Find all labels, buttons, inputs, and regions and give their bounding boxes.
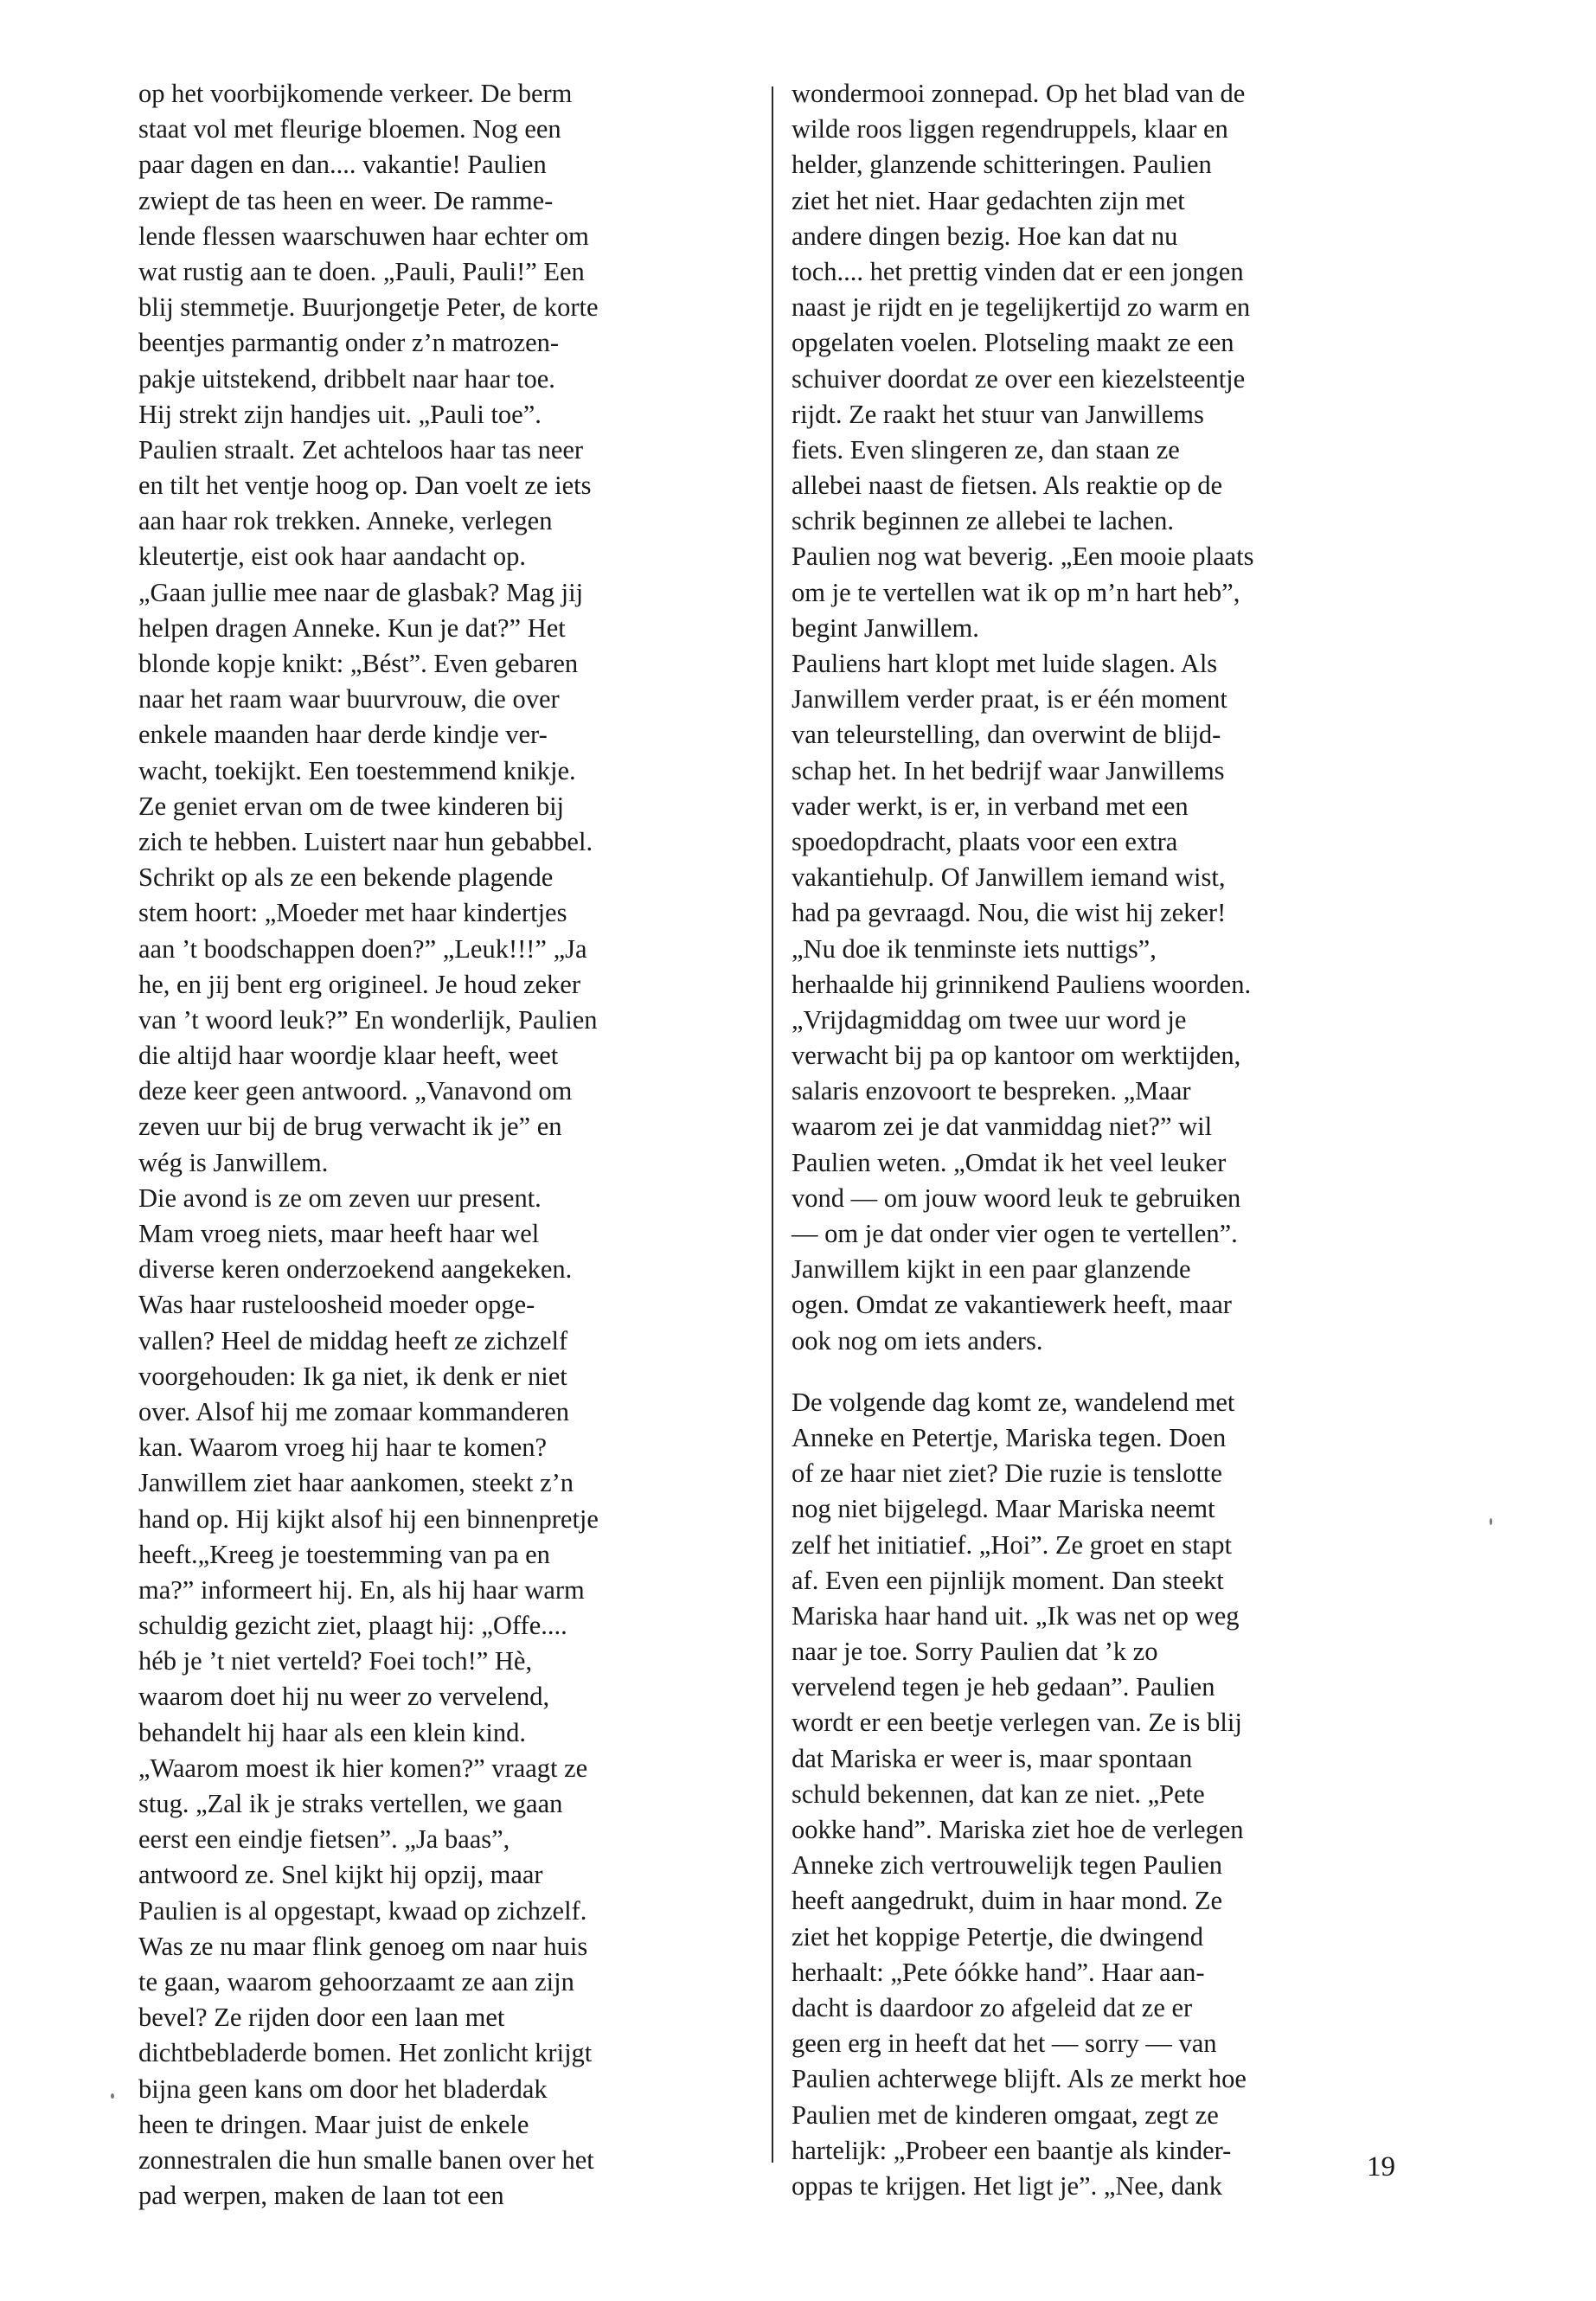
text-line: wilde roos liggen regendruppels, klaar en (792, 114, 1228, 144)
text-line: zonnestralen die hun smalle banen over het (138, 2144, 594, 2175)
text-line: zelf het initiatief. „Hoi”. Ze groet en stapt (792, 1529, 1232, 1560)
text-line: Paulien straalt. Zet achteloos haar tas neer (138, 434, 584, 465)
page-number: 19 (1367, 2151, 1395, 2182)
text-line: voorgehouden: Ik ga niet, ik denk er niet (138, 1361, 567, 1391)
text-line: dacht is daardoor zo afgeleid dat ze er (792, 1992, 1193, 2022)
text-line: heeft aangedrukt, duim in haar mond. Ze (792, 1886, 1222, 1916)
text-line: om je te vertellen wat ik op m’n hart heb”, (792, 577, 1240, 607)
text-line: „Vrijdagmiddag om twee uur word je (792, 1004, 1187, 1035)
text-line: bijna geen kans om door het bladerdak (138, 2073, 548, 2104)
text-line: opgelaten voelen. Plotseling maakt ze een (792, 328, 1234, 358)
text-line: verwacht bij pa op kantoor om werktijden, (792, 1041, 1241, 1071)
text-line: hand op. Hij kijkt alsof hij een binnenpretje (138, 1503, 599, 1534)
text-line: Paulien is al opgestapt, kwaad op zichzelf. (138, 1895, 587, 1926)
text-line: stug. „Zal ik je straks vertellen, we gaan (138, 1789, 563, 1818)
column-divider (772, 87, 773, 2163)
text-line: wacht, toekijkt. Een toestemmend knikje. (138, 755, 576, 785)
text-line: blij stemmetje. Buurjongetje Peter, de korte (138, 292, 599, 323)
text-line: helder, glanzende schitteringen. Paulien (792, 150, 1212, 180)
text-line: Paulien achterwege blijft. Als ze merkt hoe (792, 2064, 1247, 2094)
text-line: Janwillem ziet haar aankomen, steekt z’n (138, 1468, 574, 1498)
right-column (792, 76, 1414, 2204)
text-line: schap het. In het bedrijf waar Janwillems (792, 755, 1225, 785)
text-line: vallen? Heel de middag heeft ze zichzelf (138, 1325, 568, 1356)
text-line: héb je ’t niet verteld? Foei toch!” Hè, (138, 1646, 533, 1676)
text-line: te gaan, waarom gehoorzaamt ze aan zijn (138, 1966, 574, 1997)
paragraph (792, 1385, 1414, 2204)
text-line: Anneke zich vertrouwelijk tegen Paulien (792, 1850, 1222, 1881)
text-line: Paulien met de kinderen omgaat, zegt ze (792, 2099, 1219, 2130)
text-line: Paulien weten. „Omdat ik het veel leuker (792, 1147, 1227, 1177)
text-line: fiets. Even slingeren ze, dan staan ze (792, 434, 1180, 465)
text-line: Pauliens hart klopt met luide slagen. Als (792, 649, 1218, 678)
text-line: stem hoort: „Moeder met haar kindertjes (138, 898, 567, 928)
text-line: Was haar rusteloosheid moeder opge- (138, 1290, 535, 1320)
text-line: pakje uitstekend, dribbelt naar haar toe. (138, 363, 555, 394)
text-line: ookke hand”. Mariska ziet hoe de verlegen (792, 1815, 1244, 1844)
text-line: toch.... het prettig vinden dat er een jongen (792, 256, 1244, 286)
text-line: wat rustig aan te doen. „Pauli, Pauli!” Een (138, 256, 585, 286)
text-line: Hij strekt zijn handjes uit. „Pauli toe”. (138, 399, 542, 429)
text-line: aan ’t boodschappen doen?” „Leuk!!!” „Ja (138, 933, 587, 964)
text-line: naar het raam waar buurvrouw, die over (138, 684, 560, 715)
text-line: Mam vroeg niets, maar heeft haar wel (138, 1219, 540, 1248)
text-line: aan haar rok trekken. Anneke, verlegen (138, 506, 553, 536)
text-line: schrik beginnen ze allebei te lachen. (792, 506, 1175, 536)
text-line: dat Mariska er weer is, maar spontaan (792, 1743, 1193, 1773)
text-line: dichtbebladerde bomen. Het zonlicht krijgt (138, 2038, 593, 2068)
scan-speck (1490, 1518, 1492, 1525)
text-line: helpen dragen Anneke. Kun je dat?” Het (138, 612, 566, 643)
text-line: staat vol met fleurige bloemen. Nog een (138, 114, 561, 144)
text-line: geen erg in heeft dat het — sorry — van (792, 2029, 1217, 2059)
text-line: blonde kopje knikt: „Bést”. Even gebaren (138, 649, 579, 678)
text-line: naar je toe. Sorry Paulien dat ’k zo (792, 1637, 1158, 1667)
text-line: spoedopdracht, plaats voor een extra (792, 826, 1178, 856)
text-line: „Waarom moest ik hier komen?” vraagt ze (138, 1753, 588, 1783)
text-line: naast je rijdt en je tegelijkertijd zo warm en (792, 292, 1251, 323)
text-line: behandelt hij haar als een klein kind. (138, 1717, 527, 1747)
text-line: salaris enzovoort te bespreken. „Maar (792, 1076, 1191, 1106)
text-line: zwiept de tas heen en weer. De ramme- (138, 185, 554, 215)
text-line: ogen. Omdat ze vakantiewerk heeft, maar (792, 1290, 1232, 1320)
text-line: deze keer geen antwoord. „Vanavond om (138, 1076, 573, 1106)
text-line: die altijd haar woordje klaar heeft, weet (138, 1041, 559, 1071)
text-line: Janwillem kijkt in een paar glanzende (792, 1254, 1191, 1285)
text-line: zich te hebben. Luistert naar hun gebabbel. (138, 826, 593, 856)
text-line: ziet het niet. Haar gedachten zijn met (792, 185, 1185, 215)
text-line: oppas te krijgen. Het ligt je”. „Nee, dank (792, 2170, 1222, 2201)
text-line: ma?” informeert hij. En, als hij haar warm (138, 1574, 585, 1605)
text-line: wordt er een beetje verlegen van. Ze is blij (792, 1708, 1242, 1738)
text-line: Die avond is ze om zeven uur present. (138, 1183, 542, 1213)
paragraph (138, 76, 757, 1181)
paragraph-gap (792, 1359, 1414, 1385)
text-line: diverse keren onderzoekend aangekeken. (138, 1254, 573, 1285)
text-line: pad werpen, maken de laan tot een (138, 2181, 504, 2211)
paragraph (792, 646, 1414, 1359)
text-line: wég is Janwillem. (138, 1147, 329, 1177)
text-line: ook nog om iets anders. (792, 1325, 1043, 1356)
text-line: waarom doet hij nu weer zo vervelend, (138, 1682, 550, 1712)
text-line: allebei naast de fietsen. Als reaktie op de (792, 471, 1222, 501)
text-line: hartelijk: „Probeer een baantje als kinder- (792, 2135, 1232, 2165)
text-line: vakantiehulp. Of Janwillem iemand wist, (792, 862, 1226, 893)
text-line: nog niet bijgelegd. Maar Mariska neemt (792, 1494, 1215, 1524)
text-line: rijdt. Ze raakt het stuur van Janwillems (792, 399, 1204, 429)
text-line: van ’t woord leuk?” En wonderlijk, Paulien (138, 1004, 598, 1035)
text-line: vervelend tegen je heb gedaan”. Paulien (792, 1672, 1215, 1702)
text-line: af. Even een pijnlijk moment. Dan steekt (792, 1565, 1224, 1595)
text-line: Janwillem verder praat, is er één moment (792, 684, 1227, 715)
paragraph (138, 1181, 757, 2214)
text-line: „Gaan jullie mee naar de glasbak? Mag jij (138, 577, 584, 607)
left-column (138, 76, 757, 2214)
text-line: vader werkt, is er, in verband met een (792, 791, 1189, 821)
text-line: Mariska haar hand uit. „Ik was net op weg (792, 1600, 1240, 1631)
text-line: Schrikt op als ze een bekende plagende (138, 862, 554, 893)
text-line: Anneke en Petertje, Mariska tegen. Doen (792, 1422, 1227, 1452)
text-line: heeft.„Kreeg je toestemming van pa en (138, 1539, 550, 1569)
text-line: wondermooi zonnepad. Op het blad van de (792, 79, 1246, 108)
paragraph (792, 76, 1414, 646)
text-line: lende flessen waarschuwen haar echter om (138, 221, 589, 251)
text-line: eerst een eindje fietsen”. „Ja baas”, (138, 1824, 510, 1855)
text-line: Paulien nog wat beverig. „Een mooie plaats (792, 542, 1254, 572)
scan-speck (111, 2093, 114, 2099)
text-line: begint Janwillem. (792, 612, 979, 643)
text-line: en tilt het ventje hoog op. Dan voelt ze iets (138, 471, 592, 501)
text-line: enkele maanden haar derde kindje ver- (138, 720, 548, 750)
text-line: of ze haar niet ziet? Die ruzie is tenslotte (792, 1458, 1222, 1489)
text-line: — om je dat onder vier ogen te vertellen”. (792, 1219, 1238, 1248)
text-line: De volgende dag komt ze, wandelend met (792, 1387, 1235, 1417)
text-line: andere dingen bezig. Hoe kan dat nu (792, 221, 1178, 251)
text-line: van teleurstelling, dan overwint de blijd- (792, 720, 1221, 750)
text-line: schuiver doordat ze over een kiezelsteentje (792, 363, 1246, 394)
text-line: bevel? Ze rijden door een laan met (138, 2003, 505, 2033)
text-line: heen te dringen. Maar juist de enkele (138, 2109, 529, 2139)
text-line: Ze geniet ervan om de twee kinderen bij (138, 791, 565, 821)
text-line: „Nu doe ik tenminste iets nuttigs”, (792, 933, 1157, 964)
text-line: kleutertje, eist ook haar aandacht op. (138, 542, 526, 572)
text-line: beentjes parmantig onder z’n matrozen- (138, 328, 560, 358)
text-line: he, en jij bent erg origineel. Je houd zeker (138, 969, 580, 999)
text-line: op het voorbijkomende verkeer. De berm (138, 79, 573, 108)
text-line: ziet het koppige Petertje, die dwingend (792, 1921, 1203, 1952)
text-line: schuld bekennen, dat kan ze niet. „Pete (792, 1779, 1205, 1809)
text-line: zeven uur bij de brug verwacht ik je” en (138, 1112, 562, 1142)
text-line: vond — om jouw woord leuk te gebruiken (792, 1183, 1241, 1213)
text-line: waarom zei je dat vanmiddag niet?” wil (792, 1112, 1213, 1142)
text-line: paar dagen en dan.... vakantie! Paulien (138, 150, 547, 180)
text-line: had pa gevraagd. Nou, die wist hij zeker! (792, 898, 1227, 928)
text-line: over. Alsof hij me zomaar kommanderen (138, 1396, 570, 1426)
text-line: antwoord ze. Snel kijkt hij opzij, maar (138, 1860, 543, 1890)
text-line: Was ze nu maar flink genoeg om naar huis (138, 1931, 588, 1961)
text-line: schuldig gezicht ziet, plaagt hij: „Offe.... (138, 1611, 567, 1641)
text-line: herhaalt: „Pete óókke hand”. Haar aan- (792, 1957, 1205, 1987)
text-line: herhaalde hij grinnikend Pauliens woorden. (792, 969, 1252, 999)
text-line: kan. Waarom vroeg hij haar te komen? (138, 1433, 548, 1463)
